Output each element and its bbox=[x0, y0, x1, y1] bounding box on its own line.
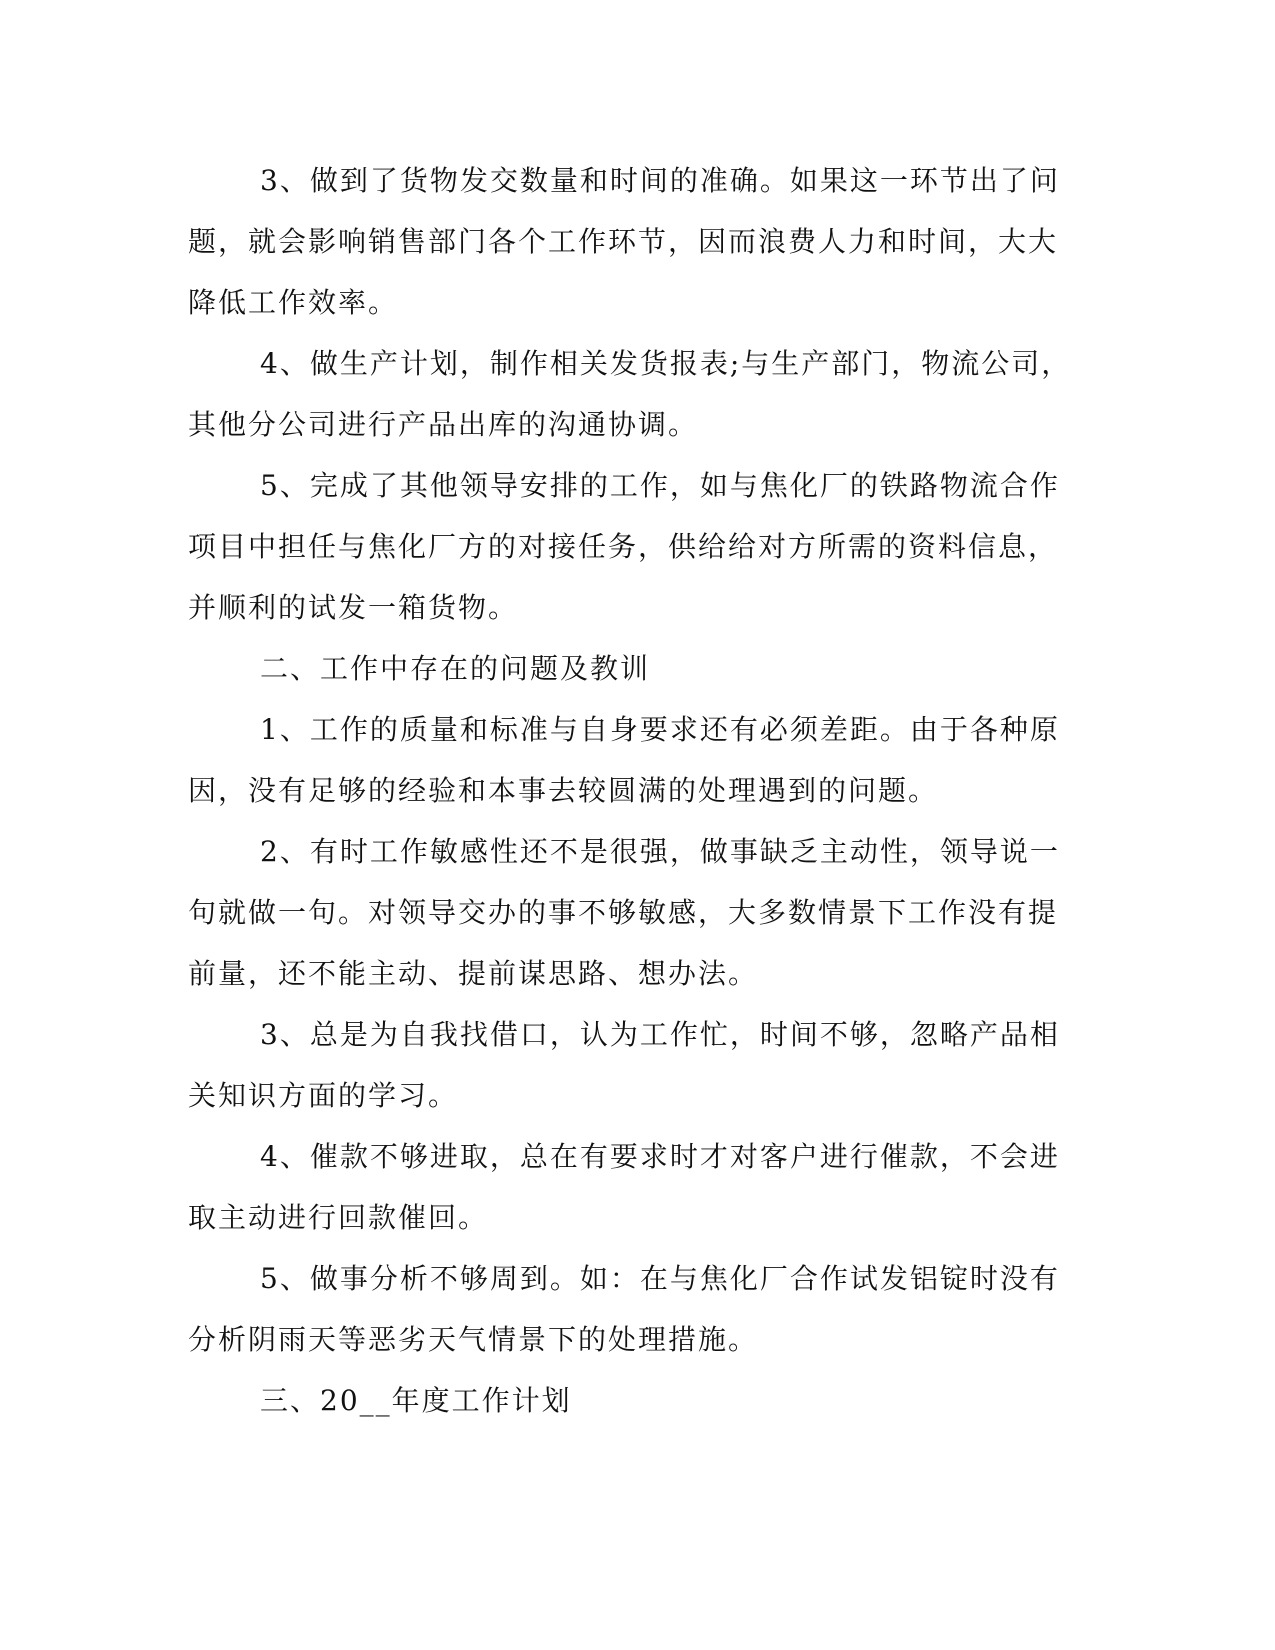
paragraph-2-initiative: 2、有时工作敏感性还不是很强，做事缺乏主动性，领导说一句就做一句。对领导交办的事不够敏感，大多数情景下工作没有提前量，还不能主动、提前谋思路、想办法。 bbox=[188, 835, 1060, 990]
section-heading-problems: 二、工作中存在的问题及教训 bbox=[260, 652, 651, 685]
paragraph-5-analysis: 5、做事分析不够周到。如：在与焦化厂合作试发铝锭时没有分析阴雨天等恶劣天气情景下的处理措施。 bbox=[188, 1262, 1060, 1356]
paragraph-4-payment-collection: 4、催款不够进取，总在有要求时才对客户进行催款，不会进取主动进行回款催回。 bbox=[188, 1140, 1060, 1234]
paragraph-4-production-plan: 4、做生产计划，制作相关发货报表;与生产部门，物流公司，其他分公司进行产品出库的沟通协调。 bbox=[188, 347, 1072, 441]
paragraph-5-other-tasks: 5、完成了其他领导安排的工作，如与焦化厂的铁路物流合作项目中担任与焦化厂方的对接任务，供给给对方所需的资料信息，并顺利的试发一箱货物。 bbox=[188, 469, 1060, 624]
section-heading-work-plan: 三、20__年度工作计划 bbox=[260, 1384, 572, 1417]
document-body bbox=[188, 150, 1076, 1431]
paragraph-1-quality-gap: 1、工作的质量和标准与自身要求还有必须差距。由于各种原因，没有足够的经验和本事去较圆满的处理遇到的问题。 bbox=[188, 713, 1060, 807]
paragraph-3-shipping-accuracy: 3、做到了货物发交数量和时间的准确。如果这一环节出了问题，就会影响销售部门各个工作环节，因而浪费人力和时间，大大降低工作效率。 bbox=[188, 164, 1060, 319]
paragraph-3-excuses: 3、总是为自我找借口，认为工作忙，时间不够，忽略产品相关知识方面的学习。 bbox=[188, 1018, 1060, 1112]
